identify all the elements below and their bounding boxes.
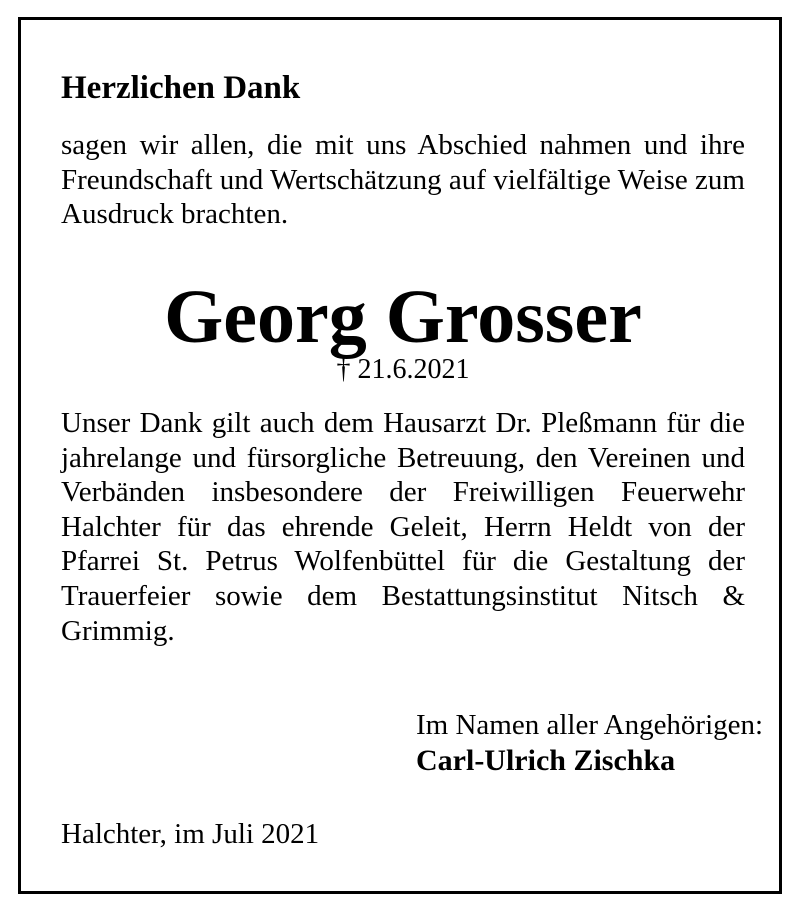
- deceased-name: Georg Grosser: [164, 275, 642, 359]
- place-date: Halchter, im Juli 2021: [61, 818, 320, 850]
- thanks-paragraph: Unser Dank gilt auch dem Hausarzt Dr. Pleßmann für die jahrelange und fürsorgliche Betreuung, den Vereinen und Verbänden insbesondere der Freiwilligen Feuerwehr Halchter für das ehrende Geleit, Herrn Heldt von der Pfarrei St. Petrus Wolfenbüttel für die Gestaltung der Trauerfeier sowie dem Bestattungsinstitut Nitsch & Grimmig.: [61, 407, 745, 647]
- intro-paragraph: sagen wir allen, die mit uns Abschied nahmen und ihre Freundschaft und Wertschätzung auf vielfältige Weise zum Ausdruck brachten.: [61, 129, 745, 231]
- notice-frame: [18, 17, 782, 894]
- death-date: † 21.6.2021: [336, 354, 470, 385]
- notice-heading: Herzlichen Dank: [61, 70, 301, 106]
- closing-line: Im Namen aller Angehörigen:: [416, 709, 764, 741]
- signer-name: Carl-Ulrich Zischka: [416, 744, 676, 777]
